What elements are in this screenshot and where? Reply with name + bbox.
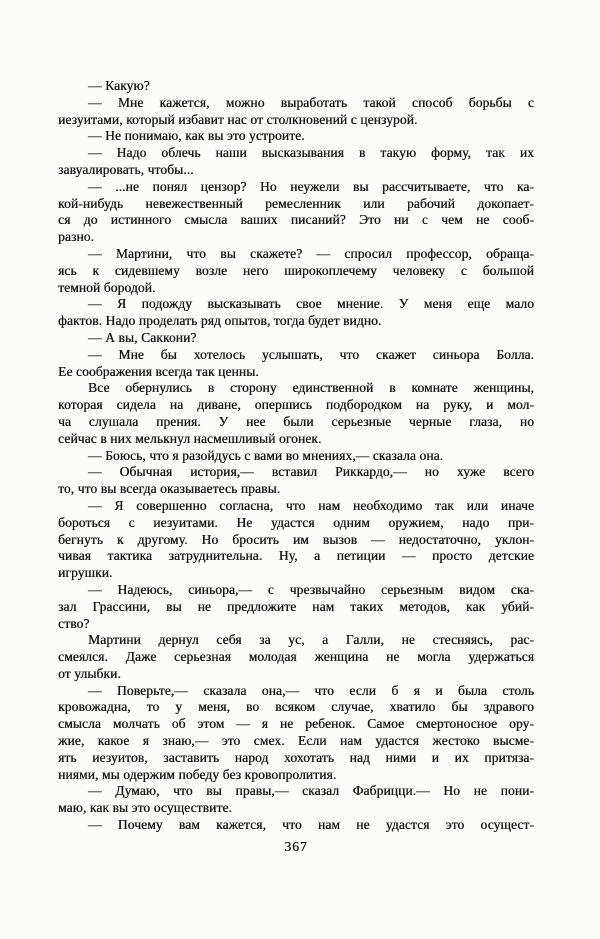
text-line: ся до истинного смысла ваших писаний? Это ни с чем не сооб- [58, 212, 534, 228]
text-line: жие, какое я знаю,— это смех. Если нам удастся жестоко высме- [58, 733, 534, 749]
text-line: ча слушала прения. У нее были серьезные черные глаза, но [58, 413, 534, 429]
text-line: ство? [58, 615, 90, 631]
text-line: бегнуть к другому. Но бросить им вызов — недостаточно, уклон- [58, 531, 534, 547]
text-line: — Я совершенно согласна, что нам необходимо так или иначе [88, 497, 534, 513]
text-line: — Думаю, что вы правы,— сказал Фабрицци.— Но не пони- [88, 783, 534, 799]
text-line: кой-нибудь невежественный ремесленник или рабочий докопает- [58, 195, 534, 211]
text-line: — А вы, Саккони? [88, 329, 197, 345]
text-line: которая сидела на диване, опершись подбородком на руку, и мол- [58, 397, 534, 413]
text-line: — Мартини, что вы скажете? — спросил профессор, обраща- [88, 245, 534, 261]
text-line: сейчас в них мелькнул насмешливый огонек. [58, 430, 322, 446]
text-line: — Не понимаю, как вы это устроите. [88, 128, 305, 144]
text-line: ясь к сидевшему возле него широкоплечему человеку с большой [58, 262, 534, 278]
text-line: — Боюсь, что я разойдусь с вами во мнениях,— сказала она. [88, 447, 444, 463]
text-line: зал Грассини, вы не предложите нам таких методов, как убий- [58, 598, 534, 614]
text-line: Ее соображения всегда так ценны. [58, 363, 259, 379]
text-line: — Почему вам кажется, что нам не удастся это осущест- [88, 817, 534, 833]
text-line: — Мне кажется, можно выработать такой способ борьбы с [88, 94, 534, 110]
text-line: — Какую? [88, 78, 150, 93]
text-line: темной бородой. [58, 279, 156, 295]
text-line: игрушки. [58, 565, 113, 581]
text-line: ять иезуитов, заставить народ хохотать над ними и их притяза- [58, 749, 534, 765]
text-line: завуалировать, чтобы... [58, 161, 194, 177]
text-line: маю, как вы это осуществите. [58, 800, 232, 816]
page-text-block [58, 78, 534, 834]
text-line: — Поверьте,— сказала она,— что если б я и была столь [88, 682, 534, 698]
text-line: кровожадна, то у меня, во всяком случае, хватило бы здравого [58, 699, 534, 715]
text-line: — Надеюсь, синьора,— с чрезвычайно серьезным видом ска- [88, 581, 534, 597]
text-line: — Надо облечь наши высказывания в такую форму, так их [88, 145, 534, 161]
text-line: — Мне бы хотелось услышать, что скажет синьора Болла. [88, 346, 534, 362]
text-line: то, что вы всегда оказываетесь правы. [58, 481, 281, 497]
page-number: 367 [284, 839, 308, 854]
text-line: — Я подожду высказывать свое мнение. У меня еще мало [88, 296, 534, 312]
text-line: фактов. Надо проделать ряд опытов, тогда будет видно. [58, 313, 382, 329]
text-line: Мартини дернул себя за ус, а Галли, не стесняясь, рас- [88, 632, 534, 648]
text-line: иезуитами, который избавит нас от столкновений с цензурой. [58, 111, 418, 127]
text-line: смысла молчать об этом — я не ребенок. Самое смертоносное ору- [58, 716, 534, 732]
text-line: Все обернулись в сторону единственной в комнате женщины, [88, 380, 534, 396]
text-line: от улыбки. [58, 665, 121, 681]
text-line: разно. [58, 229, 95, 245]
text-line: бороться с иезуитами. Не удастся одним оружием, надо при- [58, 514, 534, 530]
text-line: — Обычная история,— вставил Риккардо,— но хуже всего [88, 464, 534, 480]
text-line: чивая тактика затруднительна. Ну, а петиции — просто детские [58, 548, 534, 564]
text-line: ниями, мы одержим победу без кровопролития. [58, 766, 337, 782]
text-line: смеялся. Даже серьезная молодая женщина не могла удержаться [58, 649, 534, 665]
text-line: — ...не понял цензор? Но неужели вы рассчитываете, что ка- [88, 178, 534, 194]
